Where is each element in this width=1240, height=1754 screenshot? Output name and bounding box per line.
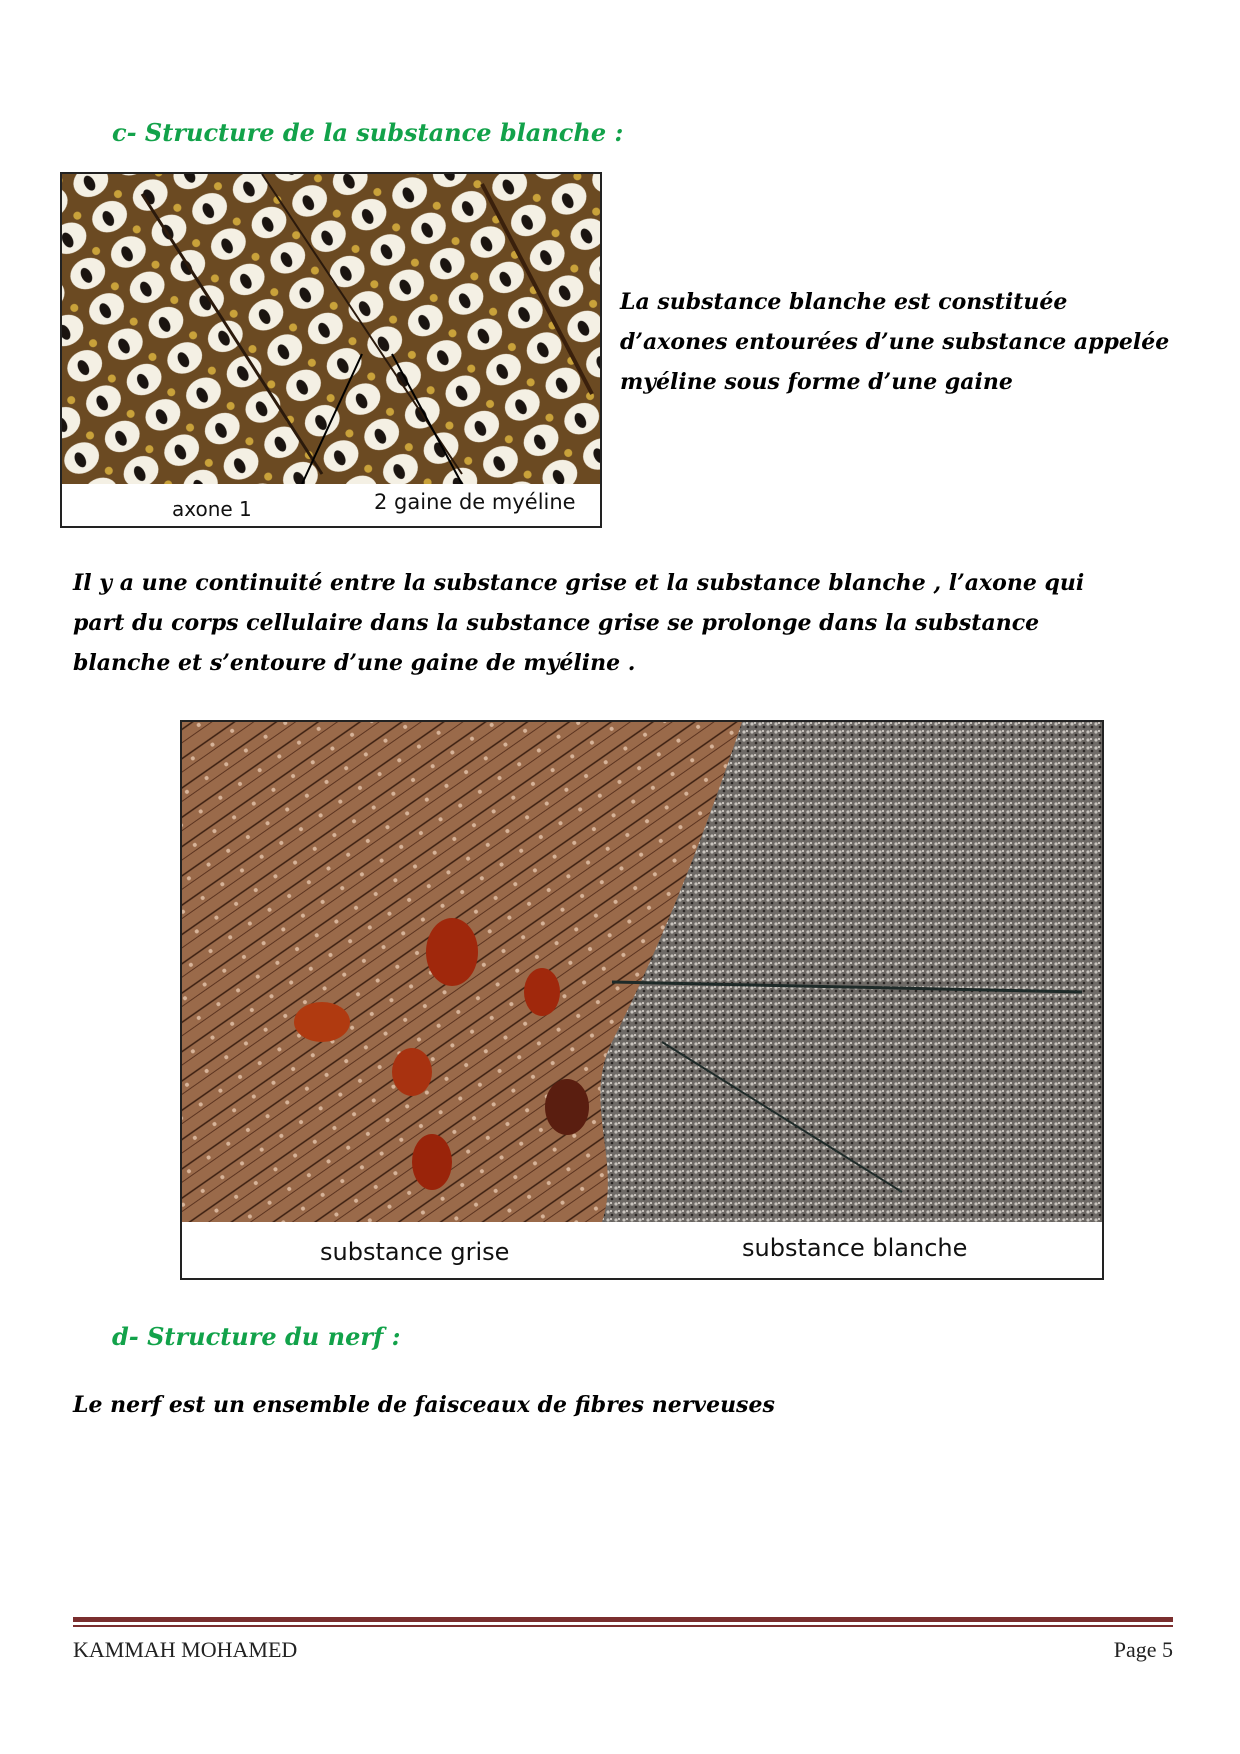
footer-author: KAMMAH MOHAMED bbox=[73, 1637, 298, 1662]
grey-white-matter-micrograph-image bbox=[182, 722, 1102, 1278]
white-matter-description: La substance blanche est constituée d’axones entourées d’une substance appelée myéline sous forme d’une gaine bbox=[620, 289, 1170, 395]
footer-rule-thin bbox=[73, 1625, 1173, 1627]
continuity-paragraph: Il y a une continuité entre la substance grise et la substance blanche , l’axone qui part du corps cellulaire dans la substance grise se prolonge dans la substance blanche et s’entoure d’une gaine de myéline . bbox=[73, 570, 1085, 676]
section-d-heading: d- Structure du nerf : bbox=[112, 1322, 401, 1351]
nerf-description: Le nerf est un ensemble de faisceaux de fibres nerveuses bbox=[73, 1392, 775, 1418]
section-c-heading: c- Structure de la substance blanche : bbox=[112, 118, 624, 147]
footer-page-number: Page 5 bbox=[1113, 1637, 1173, 1662]
white-matter-micrograph-figure bbox=[60, 172, 602, 528]
footer-rule-thick bbox=[73, 1617, 1173, 1622]
label-axone: axone 1 bbox=[172, 497, 252, 521]
white-matter-micrograph-image bbox=[62, 174, 600, 526]
label-gaine-myeline: 2 gaine de myéline bbox=[374, 490, 576, 514]
label-substance-blanche: substance blanche bbox=[742, 1234, 968, 1262]
label-substance-grise: substance grise bbox=[320, 1238, 510, 1266]
grey-white-matter-micrograph-figure bbox=[180, 720, 1104, 1280]
